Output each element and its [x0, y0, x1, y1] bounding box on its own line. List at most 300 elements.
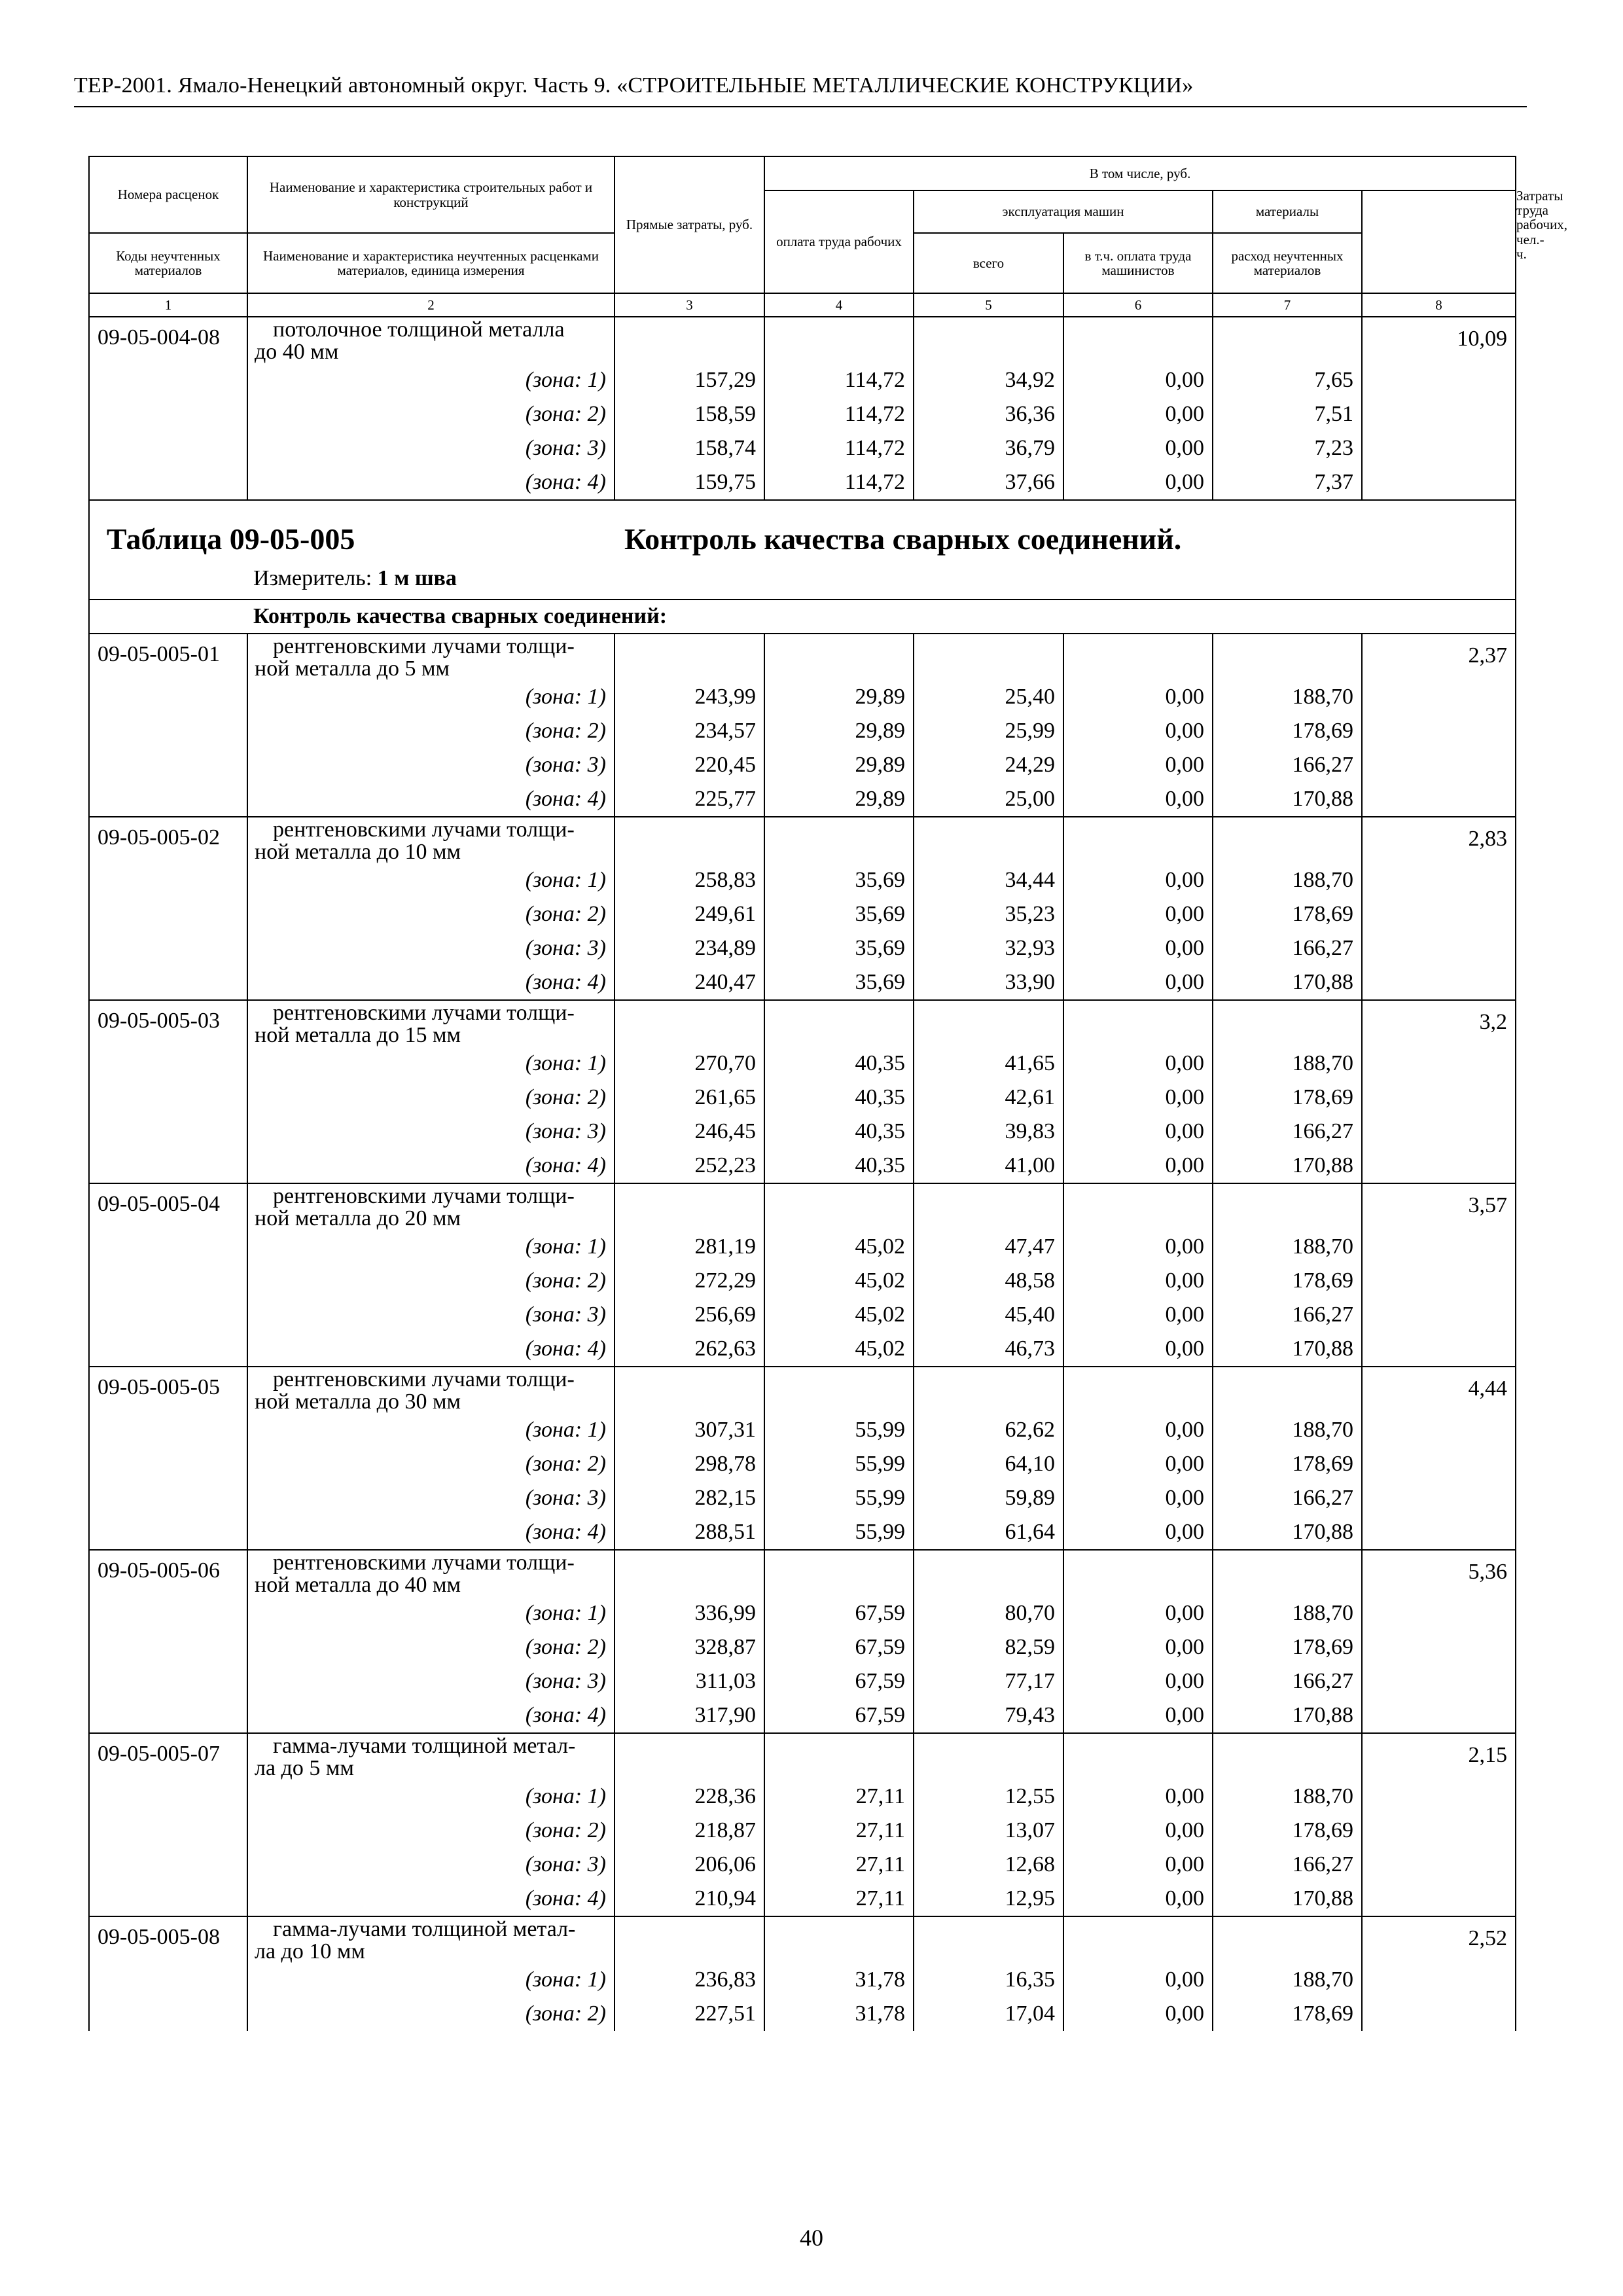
labor-pay: 40,35 [764, 1115, 914, 1149]
direct-costs: 307,31 [615, 1413, 764, 1447]
zone-label: (зона: 1) [247, 863, 615, 897]
entry-header-row [89, 1733, 1516, 1780]
zone-label: (зона: 2) [247, 897, 615, 931]
rate-code: 09-05-005-02 [89, 817, 247, 1000]
zone-label: (зона: 1) [247, 680, 615, 714]
page-number: 40 [800, 2225, 823, 2251]
zone-label: (зона: 1) [247, 1413, 615, 1447]
empty-cell [914, 1550, 1063, 1596]
entry-header-row [89, 317, 1516, 363]
rate-code: 09-05-005-07 [89, 1733, 247, 1916]
empty-cell [615, 317, 764, 363]
materials-cost: 188,70 [1213, 1596, 1362, 1630]
rate-name [247, 634, 615, 680]
machine-labor-pay: 0,00 [1063, 1664, 1213, 1698]
zone-row [89, 931, 1516, 965]
empty-cell [764, 1367, 914, 1413]
direct-costs: 236,83 [615, 1963, 764, 1997]
machine-total: 25,99 [914, 714, 1063, 748]
machine-labor-pay: 0,00 [1063, 1081, 1213, 1115]
empty-cell [764, 1733, 914, 1780]
empty-cell [615, 1000, 764, 1047]
zone-row [89, 1149, 1516, 1183]
labor-pay: 31,78 [764, 1963, 914, 1997]
direct-costs: 281,19 [615, 1230, 764, 1264]
machine-total: 24,29 [914, 748, 1063, 782]
direct-costs: 234,57 [615, 714, 764, 748]
empty-cell [914, 817, 1063, 863]
machine-total: 47,47 [914, 1230, 1063, 1264]
labor-pay: 45,02 [764, 1332, 914, 1367]
rate-name-line2: ной металла до 15 мм [255, 1023, 461, 1047]
table-section-header [89, 500, 1516, 634]
zone-label: (зона: 3) [247, 1298, 615, 1332]
header-labor-pay: оплата труда рабочих [764, 190, 914, 293]
direct-costs: 256,69 [615, 1298, 764, 1332]
rate-name-line2: ной металла до 40 мм [255, 1573, 461, 1597]
zone-row [89, 965, 1516, 1000]
zone-row [89, 465, 1516, 500]
direct-costs: 252,23 [615, 1149, 764, 1183]
zone-label: (зона: 2) [247, 1081, 615, 1115]
machine-total: 12,95 [914, 1882, 1063, 1916]
rate-name [247, 1916, 615, 1963]
machine-total: 35,23 [914, 897, 1063, 931]
zone-row [89, 782, 1516, 817]
machine-total: 13,07 [914, 1814, 1063, 1848]
entry-header-row [89, 1367, 1516, 1413]
labor-pay: 40,35 [764, 1047, 914, 1081]
machine-total: 25,40 [914, 680, 1063, 714]
empty-cell [1063, 817, 1213, 863]
zone-row [89, 1780, 1516, 1814]
zone-row [89, 1963, 1516, 1997]
header-machine-operation: эксплуатация машин [914, 190, 1213, 233]
rate-name-line2: ной металла до 5 мм [255, 656, 450, 681]
direct-costs: 210,94 [615, 1882, 764, 1916]
direct-costs: 159,75 [615, 465, 764, 500]
entry-header-row [89, 634, 1516, 680]
rate-name [247, 1550, 615, 1596]
materials-cost: 166,27 [1213, 1664, 1362, 1698]
labor-pay: 35,69 [764, 965, 914, 1000]
zone-label: (зона: 2) [247, 1447, 615, 1481]
zone-label: (зона: 4) [247, 965, 615, 1000]
materials-cost: 166,27 [1213, 1298, 1362, 1332]
materials-cost: 188,70 [1213, 1963, 1362, 1997]
labor-pay: 55,99 [764, 1413, 914, 1447]
labor-pay: 40,35 [764, 1081, 914, 1115]
empty-cell [1063, 1550, 1213, 1596]
empty-cell [1063, 1000, 1213, 1047]
rates-table [88, 156, 1568, 2031]
labor-pay: 114,72 [764, 465, 914, 500]
labor-costs: 10,09 [1362, 317, 1516, 500]
zone-label: (зона: 2) [247, 714, 615, 748]
empty-cell [615, 634, 764, 680]
machine-total: 41,00 [914, 1149, 1063, 1183]
direct-costs: 234,89 [615, 931, 764, 965]
direct-costs: 249,61 [615, 897, 764, 931]
zone-row [89, 1447, 1516, 1481]
labor-pay: 67,59 [764, 1698, 914, 1733]
materials-cost: 170,88 [1213, 1149, 1362, 1183]
machine-labor-pay: 0,00 [1063, 1115, 1213, 1149]
direct-costs: 261,65 [615, 1081, 764, 1115]
machine-total: 48,58 [914, 1264, 1063, 1298]
rate-code: 09-05-005-08 [89, 1916, 247, 2031]
machine-labor-pay: 0,00 [1063, 965, 1213, 1000]
entry-header-row [89, 1916, 1516, 1963]
direct-costs: 270,70 [615, 1047, 764, 1081]
rate-name-line2: до 40 мм [255, 340, 339, 364]
zone-row [89, 1413, 1516, 1447]
direct-costs: 243,99 [615, 680, 764, 714]
rate-name [247, 1367, 615, 1413]
machine-total: 36,79 [914, 431, 1063, 465]
direct-costs: 272,29 [615, 1264, 764, 1298]
machine-labor-pay: 0,00 [1063, 1997, 1213, 2031]
empty-cell [764, 1183, 914, 1230]
direct-costs: 157,29 [615, 363, 764, 397]
rate-name-line2: ной металла до 20 мм [255, 1206, 461, 1230]
header-direct-costs: Прямые затраты, руб. [615, 156, 764, 293]
header-rule [74, 106, 1527, 107]
direct-costs: 158,74 [615, 431, 764, 465]
machine-labor-pay: 0,00 [1063, 714, 1213, 748]
machine-labor-pay: 0,00 [1063, 363, 1213, 397]
machine-labor-pay: 0,00 [1063, 1298, 1213, 1332]
col-index: 2 [247, 293, 615, 317]
machine-labor-pay: 0,00 [1063, 1848, 1213, 1882]
zone-row [89, 680, 1516, 714]
empty-cell [914, 1000, 1063, 1047]
zone-row [89, 1264, 1516, 1298]
direct-costs: 258,83 [615, 863, 764, 897]
rate-name [247, 317, 615, 363]
machine-labor-pay: 0,00 [1063, 1963, 1213, 1997]
machine-labor-pay: 0,00 [1063, 1230, 1213, 1264]
machine-labor-pay: 0,00 [1063, 782, 1213, 817]
empty-cell [1213, 634, 1362, 680]
rate-name-line1: рентгеновскими лучами толщи- [273, 1184, 575, 1208]
labor-pay: 55,99 [764, 1515, 914, 1550]
empty-cell [615, 1733, 764, 1780]
materials-cost: 170,88 [1213, 1882, 1362, 1916]
machine-labor-pay: 0,00 [1063, 931, 1213, 965]
labor-pay: 67,59 [764, 1596, 914, 1630]
machine-labor-pay: 0,00 [1063, 431, 1213, 465]
zone-label: (зона: 2) [247, 1814, 615, 1848]
entry-header-row [89, 1000, 1516, 1047]
machine-labor-pay: 0,00 [1063, 1780, 1213, 1814]
machine-total: 39,83 [914, 1115, 1063, 1149]
zone-row [89, 1481, 1516, 1515]
empty-cell [914, 1367, 1063, 1413]
empty-cell [1063, 317, 1213, 363]
header-materials: материалы [1213, 190, 1362, 233]
labor-costs: 3,57 [1362, 1183, 1516, 1367]
zone-label: (зона: 1) [247, 363, 615, 397]
materials-cost: 166,27 [1213, 1848, 1362, 1882]
col-index: 1 [89, 293, 247, 317]
zone-row [89, 1664, 1516, 1698]
header-work-name: Наименование и характеристика строительных работ и конструкций [247, 156, 615, 233]
zone-label: (зона: 4) [247, 1515, 615, 1550]
machine-labor-pay: 0,00 [1063, 1698, 1213, 1733]
labor-pay: 29,89 [764, 714, 914, 748]
materials-cost: 7,65 [1213, 363, 1362, 397]
entry-header-row [89, 1183, 1516, 1230]
machine-labor-pay: 0,00 [1063, 897, 1213, 931]
machine-labor-pay: 0,00 [1063, 1515, 1213, 1550]
rate-name-line2: ла до 10 мм [255, 1939, 365, 1964]
zone-label: (зона: 4) [247, 1882, 615, 1916]
empty-cell [1063, 1733, 1213, 1780]
materials-cost: 188,70 [1213, 1780, 1362, 1814]
machine-total: 45,40 [914, 1298, 1063, 1332]
table-label: Таблица 09-05-005 [107, 522, 355, 556]
machine-labor-pay: 0,00 [1063, 1332, 1213, 1367]
labor-pay: 67,59 [764, 1630, 914, 1664]
materials-cost: 178,69 [1213, 1630, 1362, 1664]
header-material-name: Наименование и характеристика неучтенных расценками материалов, единица измерения [247, 233, 615, 293]
machine-total: 33,90 [914, 965, 1063, 1000]
col-index: 3 [615, 293, 764, 317]
machine-labor-pay: 0,00 [1063, 1882, 1213, 1916]
labor-pay: 114,72 [764, 363, 914, 397]
empty-cell [914, 317, 1063, 363]
machine-labor-pay: 0,00 [1063, 1149, 1213, 1183]
labor-pay: 45,02 [764, 1298, 914, 1332]
materials-cost: 170,88 [1213, 1515, 1362, 1550]
machine-total: 16,35 [914, 1963, 1063, 1997]
machine-total: 42,61 [914, 1081, 1063, 1115]
materials-cost: 166,27 [1213, 931, 1362, 965]
zone-row [89, 1515, 1516, 1550]
labor-costs: 2,83 [1362, 817, 1516, 1000]
machine-total: 25,00 [914, 782, 1063, 817]
direct-costs: 218,87 [615, 1814, 764, 1848]
machine-labor-pay: 0,00 [1063, 1630, 1213, 1664]
empty-cell [914, 1733, 1063, 1780]
machine-total: 82,59 [914, 1630, 1063, 1664]
labor-pay: 45,02 [764, 1264, 914, 1298]
direct-costs: 317,90 [615, 1698, 764, 1733]
machine-labor-pay: 0,00 [1063, 1447, 1213, 1481]
materials-cost: 188,70 [1213, 680, 1362, 714]
labor-pay: 27,11 [764, 1814, 914, 1848]
labor-pay: 27,11 [764, 1882, 914, 1916]
materials-cost: 178,69 [1213, 897, 1362, 931]
header-machine-labor: в т.ч. оплата труда машинистов [1063, 233, 1213, 293]
zone-label: (зона: 3) [247, 1664, 615, 1698]
empty-cell [615, 817, 764, 863]
labor-pay: 35,69 [764, 863, 914, 897]
machine-total: 79,43 [914, 1698, 1063, 1733]
rate-code: 09-05-005-06 [89, 1550, 247, 1733]
empty-cell [1213, 1000, 1362, 1047]
direct-costs: 227,51 [615, 1997, 764, 2031]
direct-costs: 282,15 [615, 1481, 764, 1515]
empty-cell [615, 1367, 764, 1413]
previous-table-rows [89, 317, 1516, 500]
zone-row [89, 1814, 1516, 1848]
materials-cost: 170,88 [1213, 782, 1362, 817]
zone-label: (зона: 2) [247, 1264, 615, 1298]
column-index-row [89, 293, 1516, 317]
machine-total: 80,70 [914, 1596, 1063, 1630]
rate-name-line1: гамма-лучами толщиной метал- [273, 1734, 576, 1758]
materials-cost: 170,88 [1213, 1332, 1362, 1367]
empty-cell [1213, 317, 1362, 363]
empty-cell [764, 817, 914, 863]
materials-cost: 7,51 [1213, 397, 1362, 431]
materials-cost: 178,69 [1213, 1081, 1362, 1115]
zone-label: (зона: 4) [247, 782, 615, 817]
zone-row [89, 1081, 1516, 1115]
labor-pay: 31,78 [764, 1997, 914, 2031]
materials-cost: 7,23 [1213, 431, 1362, 465]
zone-label: (зона: 4) [247, 1698, 615, 1733]
machine-total: 36,36 [914, 397, 1063, 431]
page-header: ТЕР-2001. Ямало-Ненецкий автономный округ. Часть 9. «СТРОИТЕЛЬНЫЕ МЕТАЛЛИЧЕСКИЕ КОНСТРУКЦИИ» [74, 73, 1194, 98]
labor-pay: 67,59 [764, 1664, 914, 1698]
machine-labor-pay: 0,00 [1063, 1413, 1213, 1447]
labor-costs: 3,2 [1362, 1000, 1516, 1183]
machine-labor-pay: 0,00 [1063, 863, 1213, 897]
zone-row [89, 431, 1516, 465]
col-index: 5 [914, 293, 1063, 317]
labor-pay: 55,99 [764, 1447, 914, 1481]
machine-labor-pay: 0,00 [1063, 1481, 1213, 1515]
direct-costs: 228,36 [615, 1780, 764, 1814]
direct-costs: 262,63 [615, 1332, 764, 1367]
rate-name [247, 1000, 615, 1047]
materials-cost: 166,27 [1213, 1115, 1362, 1149]
header-including: В том числе, руб. [764, 156, 1516, 190]
zone-row [89, 1630, 1516, 1664]
entry-header-row [89, 1550, 1516, 1596]
machine-labor-pay: 0,00 [1063, 680, 1213, 714]
empty-cell [1063, 1916, 1213, 1963]
direct-costs: 246,45 [615, 1115, 764, 1149]
zone-row [89, 1848, 1516, 1882]
labor-pay: 27,11 [764, 1780, 914, 1814]
zone-row [89, 1882, 1516, 1916]
zone-label: (зона: 1) [247, 1963, 615, 1997]
machine-labor-pay: 0,00 [1063, 748, 1213, 782]
zone-label: (зона: 3) [247, 1115, 615, 1149]
rate-name-line2: ной металла до 10 мм [255, 840, 461, 864]
rate-name-line1: рентгеновскими лучами толщи- [273, 1551, 575, 1575]
direct-costs: 158,59 [615, 397, 764, 431]
labor-pay: 45,02 [764, 1230, 914, 1264]
empty-cell [914, 634, 1063, 680]
machine-total: 34,92 [914, 363, 1063, 397]
rate-name-line1: рентгеновскими лучами толщи- [273, 817, 575, 842]
materials-cost: 178,69 [1213, 714, 1362, 748]
labor-pay: 27,11 [764, 1848, 914, 1882]
direct-costs: 240,47 [615, 965, 764, 1000]
empty-cell [1213, 1367, 1362, 1413]
rate-code: 09-05-005-04 [89, 1183, 247, 1367]
machine-total: 46,73 [914, 1332, 1063, 1367]
rate-code: 09-05-005-05 [89, 1367, 247, 1550]
rate-name-line1: рентгеновскими лучами толщи- [273, 634, 575, 658]
materials-cost: 188,70 [1213, 1413, 1362, 1447]
header-materials-expense: расход неучтенных материалов [1213, 233, 1362, 293]
machine-total: 37,66 [914, 465, 1063, 500]
materials-cost: 166,27 [1213, 1481, 1362, 1515]
machine-total: 61,64 [914, 1515, 1063, 1550]
rate-name-line2: ла до 5 мм [255, 1756, 354, 1780]
empty-cell [764, 1550, 914, 1596]
machine-labor-pay: 0,00 [1063, 1047, 1213, 1081]
labor-costs: 2,37 [1362, 634, 1516, 817]
empty-cell [764, 634, 914, 680]
direct-costs: 220,45 [615, 748, 764, 782]
empty-cell [1063, 634, 1213, 680]
materials-cost: 178,69 [1213, 1447, 1362, 1481]
empty-cell [1213, 1916, 1362, 1963]
zone-row [89, 1596, 1516, 1630]
machine-labor-pay: 0,00 [1063, 1596, 1213, 1630]
materials-cost: 188,70 [1213, 863, 1362, 897]
table-unit [253, 566, 457, 591]
empty-cell [615, 1916, 764, 1963]
empty-cell [764, 1916, 914, 1963]
rate-name-line2: ной металла до 30 мм [255, 1390, 461, 1414]
rate-name-line1: рентгеновскими лучами толщи- [273, 1367, 575, 1391]
materials-cost: 170,88 [1213, 1698, 1362, 1733]
empty-cell [914, 1183, 1063, 1230]
labor-costs: 5,36 [1362, 1550, 1516, 1733]
rate-code: 09-05-005-03 [89, 1000, 247, 1183]
direct-costs: 328,87 [615, 1630, 764, 1664]
unit-value: 1 м шва [377, 566, 457, 590]
machine-total: 12,68 [914, 1848, 1063, 1882]
entry-header-row [89, 817, 1516, 863]
machine-total: 77,17 [914, 1664, 1063, 1698]
zone-row [89, 714, 1516, 748]
labor-costs: 2,52 [1362, 1916, 1516, 2031]
labor-pay: 114,72 [764, 431, 914, 465]
rate-name-line1: потолочное толщиной металла [273, 317, 565, 342]
zone-label: (зона: 3) [247, 1481, 615, 1515]
empty-cell [914, 1916, 1063, 1963]
rate-name [247, 817, 615, 863]
machine-total: 12,55 [914, 1780, 1063, 1814]
zone-label: (зона: 3) [247, 748, 615, 782]
header-machine-total: всего [914, 233, 1063, 293]
machine-total: 62,62 [914, 1413, 1063, 1447]
zone-label: (зона: 2) [247, 1630, 615, 1664]
empty-cell [1063, 1183, 1213, 1230]
machine-total: 64,10 [914, 1447, 1063, 1481]
section-subheading: Контроль качества сварных соединений: [89, 600, 1516, 634]
rate-name [247, 1733, 615, 1780]
empty-cell [615, 1183, 764, 1230]
empty-cell [764, 1000, 914, 1047]
labor-costs: 2,15 [1362, 1733, 1516, 1916]
zone-row [89, 363, 1516, 397]
labor-pay: 114,72 [764, 397, 914, 431]
zone-row [89, 897, 1516, 931]
empty-cell [1213, 1183, 1362, 1230]
machine-total: 41,65 [914, 1047, 1063, 1081]
empty-cell [1213, 1550, 1362, 1596]
